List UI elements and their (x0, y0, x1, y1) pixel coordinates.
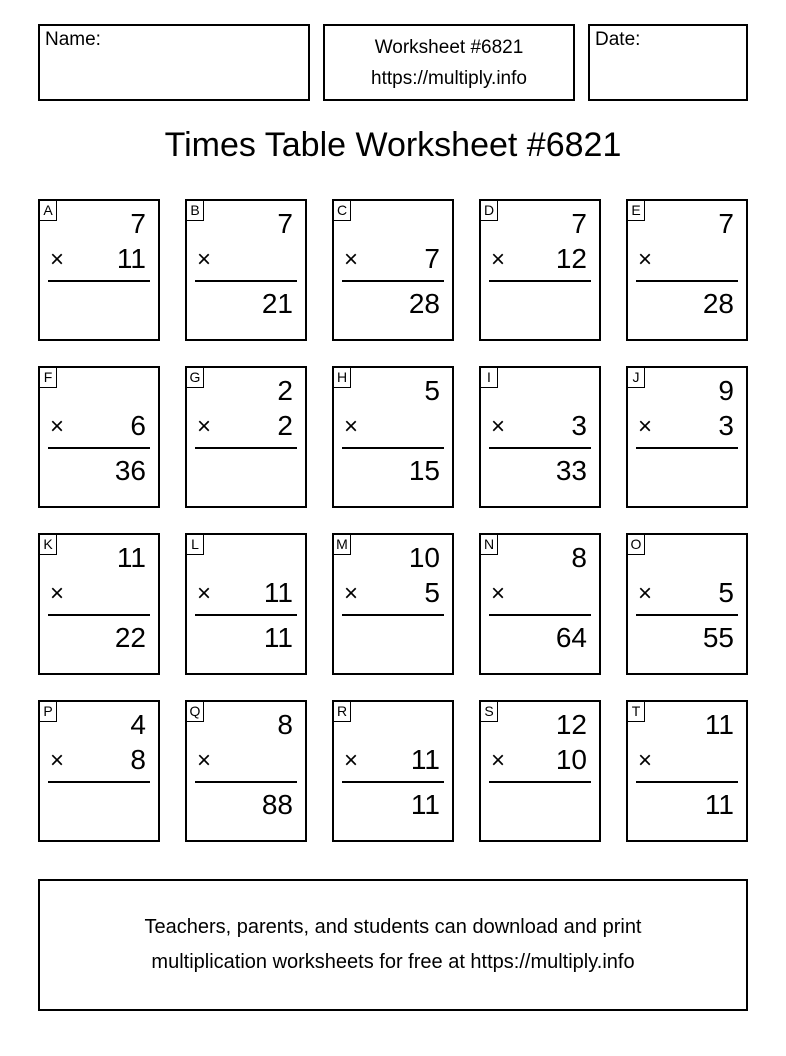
answer-line (342, 280, 444, 282)
times-symbol: × (50, 413, 65, 440)
top-number: 11 (704, 709, 734, 740)
times-symbol: × (197, 413, 212, 440)
answer-line (342, 614, 444, 616)
top-number: 8 (571, 542, 587, 573)
worksheet-id: Worksheet #6821 (374, 36, 524, 58)
answer-line (489, 447, 591, 449)
problem-letter: B (186, 200, 204, 221)
site-url: https://multiply.info (371, 67, 527, 89)
answer-line (48, 781, 150, 783)
answer-line (342, 447, 444, 449)
bottom-number: 7 (424, 243, 440, 274)
top-number: 5 (424, 375, 440, 406)
problem-c[interactable] (332, 199, 454, 341)
problem-letter: F (39, 367, 57, 388)
answer-line (195, 614, 297, 616)
answer: 28 (702, 288, 734, 319)
top-number: 8 (277, 709, 293, 740)
problem-letter: T (627, 701, 645, 722)
bottom-number: 12 (555, 243, 587, 274)
answer-line (342, 781, 444, 783)
answer: 11 (704, 789, 734, 820)
bottom-number: 8 (130, 744, 146, 775)
problem-letter: P (39, 701, 57, 722)
bottom-number: 6 (130, 410, 146, 441)
date-label: Date: (595, 29, 641, 50)
answer-line (636, 447, 738, 449)
top-number: 7 (130, 208, 146, 239)
problem-l[interactable] (185, 533, 307, 675)
date-field[interactable] (588, 24, 748, 101)
top-number: 4 (130, 709, 146, 740)
bottom-number: 10 (555, 744, 587, 775)
times-symbol: × (344, 246, 359, 273)
answer-line (636, 280, 738, 282)
problem-s[interactable] (479, 700, 601, 842)
problem-o[interactable] (626, 533, 748, 675)
answer-line (48, 280, 150, 282)
page-title: Times Table Worksheet #6821 (164, 126, 622, 164)
footer-line-1: Teachers, parents, and students can download and print (144, 916, 642, 938)
times-symbol: × (50, 246, 65, 273)
answer-line (489, 781, 591, 783)
worksheet-id-box (323, 24, 575, 101)
answer-line (48, 447, 150, 449)
problem-m[interactable] (332, 533, 454, 675)
times-symbol: × (344, 747, 359, 774)
problem-n[interactable] (479, 533, 601, 675)
answer-line (636, 781, 738, 783)
problem-p[interactable] (38, 700, 160, 842)
times-symbol: × (50, 747, 65, 774)
answer-line (195, 781, 297, 783)
answer-line (195, 447, 297, 449)
times-symbol: × (344, 413, 359, 440)
times-symbol: × (638, 580, 653, 607)
times-symbol: × (638, 747, 653, 774)
answer: 36 (114, 455, 146, 486)
answer: 64 (555, 622, 587, 653)
answer: 88 (261, 789, 293, 820)
problem-letter: R (333, 701, 351, 722)
times-symbol: × (197, 580, 212, 607)
times-symbol: × (638, 413, 653, 440)
bottom-number: 11 (116, 243, 146, 274)
bottom-number: 3 (571, 410, 587, 441)
times-symbol: × (491, 246, 506, 273)
times-symbol: × (491, 413, 506, 440)
problem-letter: L (186, 534, 204, 555)
problem-letter: S (480, 701, 498, 722)
times-symbol: × (197, 246, 212, 273)
footer-note (38, 879, 748, 1011)
answer: 55 (702, 622, 734, 653)
top-number: 11 (116, 542, 146, 573)
answer: 28 (408, 288, 440, 319)
bottom-number: 11 (263, 577, 293, 608)
top-number: 10 (408, 542, 440, 573)
problem-j[interactable] (626, 366, 748, 508)
answer: 11 (263, 622, 293, 653)
problem-t[interactable] (626, 700, 748, 842)
answer: 15 (408, 455, 440, 486)
answer-line (48, 614, 150, 616)
problem-k[interactable] (38, 533, 160, 675)
problem-letter: K (39, 534, 57, 555)
problem-letter: N (480, 534, 498, 555)
answer: 22 (114, 622, 146, 653)
answer-line (195, 280, 297, 282)
problem-letter: E (627, 200, 645, 221)
bottom-number: 3 (718, 410, 734, 441)
times-symbol: × (50, 580, 65, 607)
footer-line-2: multiplication worksheets for free at https://multiply.info (151, 951, 635, 973)
problem-e[interactable] (626, 199, 748, 341)
problem-letter: M (333, 534, 351, 555)
problem-a[interactable] (38, 199, 160, 341)
top-number: 7 (571, 208, 587, 239)
top-number: 2 (277, 375, 293, 406)
top-number: 7 (277, 208, 293, 239)
problem-g[interactable] (185, 366, 307, 508)
bottom-number: 5 (718, 577, 734, 608)
answer-line (489, 614, 591, 616)
times-symbol: × (638, 246, 653, 273)
problem-f[interactable] (38, 366, 160, 508)
problem-letter: C (333, 200, 351, 221)
problem-letter: Q (186, 701, 204, 722)
top-number: 12 (555, 709, 587, 740)
problem-d[interactable] (479, 199, 601, 341)
problem-letter: A (39, 200, 57, 221)
problem-i[interactable] (479, 366, 601, 508)
problem-q[interactable] (185, 700, 307, 842)
answer-line (489, 280, 591, 282)
answer: 11 (410, 789, 440, 820)
name-field[interactable] (38, 24, 310, 101)
name-label: Name: (45, 29, 101, 50)
top-number: 9 (718, 375, 734, 406)
times-symbol: × (197, 747, 212, 774)
bottom-number: 2 (277, 410, 293, 441)
top-number: 7 (718, 208, 734, 239)
bottom-number: 5 (424, 577, 440, 608)
problem-letter: I (480, 367, 498, 388)
problem-letter: G (186, 367, 204, 388)
problem-h[interactable] (332, 366, 454, 508)
bottom-number: 11 (410, 744, 440, 775)
problem-letter: J (627, 367, 645, 388)
problem-r[interactable] (332, 700, 454, 842)
problem-b[interactable] (185, 199, 307, 341)
times-symbol: × (344, 580, 359, 607)
problem-letter: O (627, 534, 645, 555)
answer: 33 (555, 455, 587, 486)
times-symbol: × (491, 580, 506, 607)
times-symbol: × (491, 747, 506, 774)
answer-line (636, 614, 738, 616)
problem-letter: H (333, 367, 351, 388)
answer: 21 (261, 288, 293, 319)
problem-letter: D (480, 200, 498, 221)
